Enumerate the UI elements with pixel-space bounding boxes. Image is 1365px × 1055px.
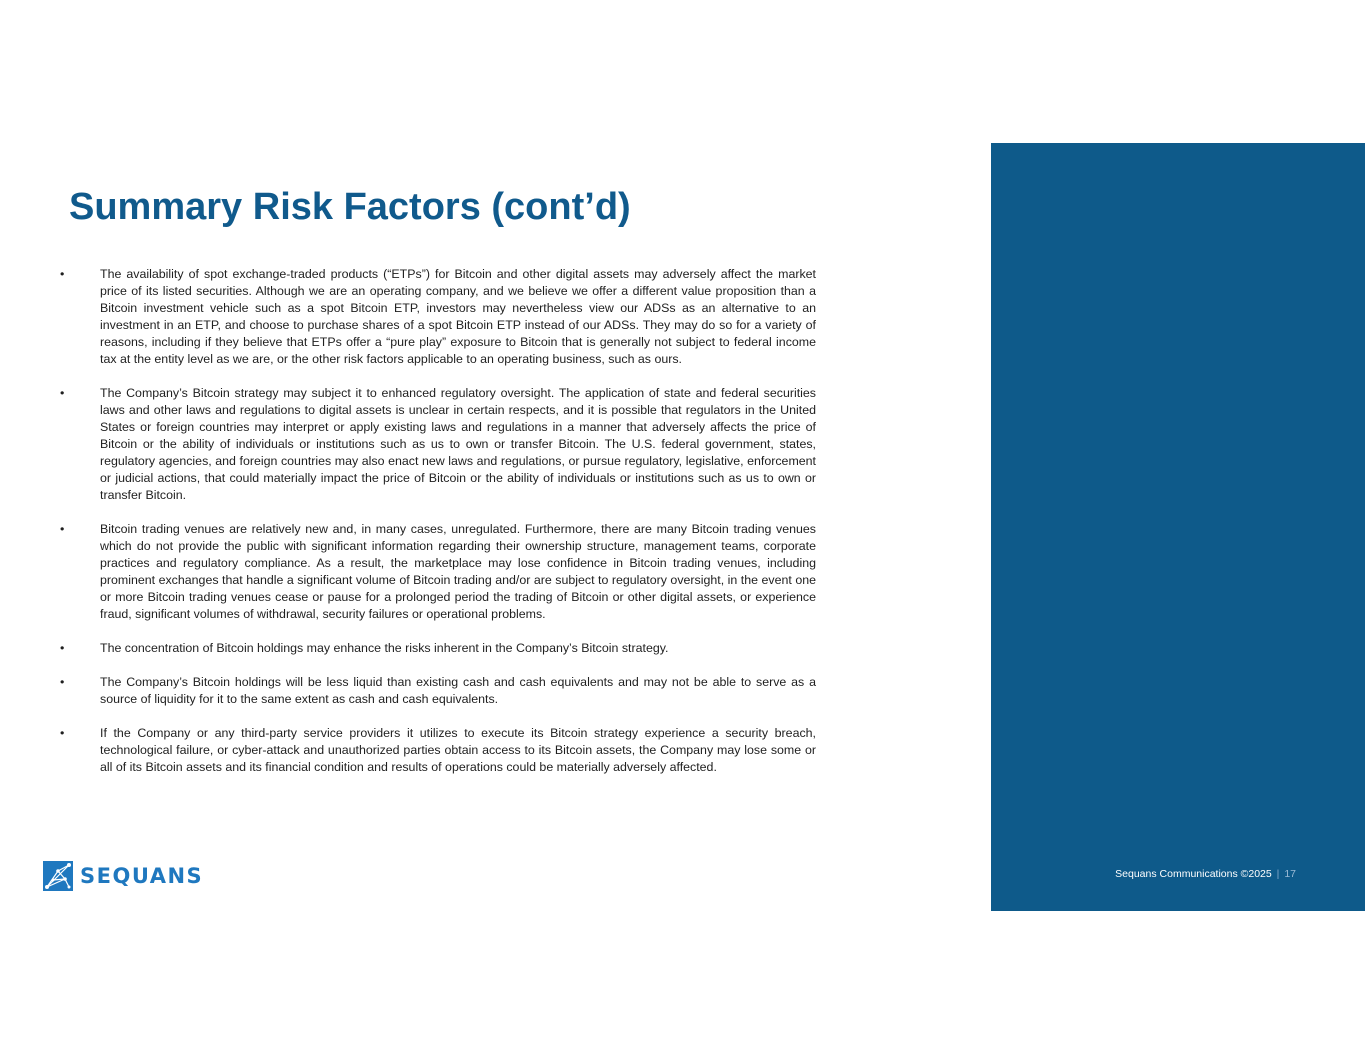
copyright-text: Sequans Communications ©2025 — [1115, 868, 1272, 880]
risk-factor-list — [60, 266, 816, 776]
page-title: Summary Risk Factors (cont’d) — [69, 186, 631, 228]
bullet-icon: • — [60, 386, 65, 400]
list-item — [60, 521, 816, 623]
bullet-icon: • — [60, 726, 65, 740]
page-number: 17 — [1284, 868, 1296, 880]
footer-separator: | — [1276, 868, 1280, 880]
list-item-text: The concentration of Bitcoin holdings may enhance the risks inherent in the Company’s Bitcoin strategy. — [100, 641, 669, 655]
list-item-text: Bitcoin trading venues are relatively new and, in many cases, unregulated. Furthermore, there are many Bitcoin trading venues which do not provide the public with significant information regarding their ownership structure, management teams, corporate practices and regulatory compliance. As a result, the marketplace may lose confidence in Bitcoin trading venues, including prominent exchanges that handle a significant volume of Bitcoin trading and/or are subject to regulatory oversight, in the event one or more Bitcoin trading venues cease or pause for a prolonged period the trading of Bitcoin or other digital assets, or experience fraud, significant volumes of withdrawal, security failures or operational problems. — [100, 522, 816, 621]
bullet-icon: • — [60, 675, 65, 689]
list-item — [60, 725, 816, 776]
side-panel — [991, 143, 1365, 911]
list-item-text: The Company’s Bitcoin strategy may subject it to enhanced regulatory oversight. The application of state and federal securities laws and other laws and regulations to digital assets is unclear in certain respects, and it is possible that regulators in the United States or foreign countries may interpret or apply existing laws and regulations in a manner that adversely affects the price of Bitcoin or the ability of individuals or institutions such as us to own or transfer Bitcoin. The U.S. federal government, states, regulatory agencies, and foreign countries may also enact new laws and regulations, or pursue regulatory, legislative, enforcement or judicial actions, that could materially impact the price of Bitcoin or the ability of individuals or institutions such as us to own or transfer Bitcoin. — [100, 386, 816, 502]
list-item — [60, 266, 816, 368]
bullet-icon: • — [60, 267, 65, 281]
list-item-text: The Company’s Bitcoin holdings will be less liquid than existing cash and cash equivalents and may not be able to serve as a source of liquidity for it to the same extent as cash and cash equivalents. — [100, 675, 816, 706]
bullet-icon: • — [60, 522, 65, 536]
list-item — [60, 385, 816, 504]
list-item-text: The availability of spot exchange-traded products (“ETPs”) for Bitcoin and other digital assets may adversely affect the market price of its listed securities. Although we are an operating company, and we believe we offer a different value proposition than a Bitcoin investment vehicle such as a spot Bitcoin ETP, investors may nevertheless view our ADSs as an alternative to an investment in an ETP, and choose to purchase shares of a spot Bitcoin ETP instead of our ADSs. They may do so for a variety of reasons, including if they believe that ETPs offer a “pure play” exposure to Bitcoin that is generally not subject to federal income tax at the entity level as we are, or the other risk factors applicable to an operating business, such as ours. — [100, 267, 816, 366]
list-item — [60, 640, 816, 657]
slide-footer — [1115, 867, 1296, 881]
logo-text: SEQUANS — [80, 864, 204, 888]
bullet-icon: • — [60, 641, 65, 655]
sequans-logo — [43, 861, 203, 891]
list-item-text: If the Company or any third-party service providers it utilizes to execute its Bitcoin strategy experience a security breach, technological failure, or cyber-attack and unauthorized parties obtain access to its Bitcoin assets, the Company may lose some or all of its Bitcoin assets and its financial condition and results of operations could be materially adversely affected. — [100, 726, 816, 774]
list-item — [60, 674, 816, 708]
sequans-logo-icon — [43, 861, 73, 891]
